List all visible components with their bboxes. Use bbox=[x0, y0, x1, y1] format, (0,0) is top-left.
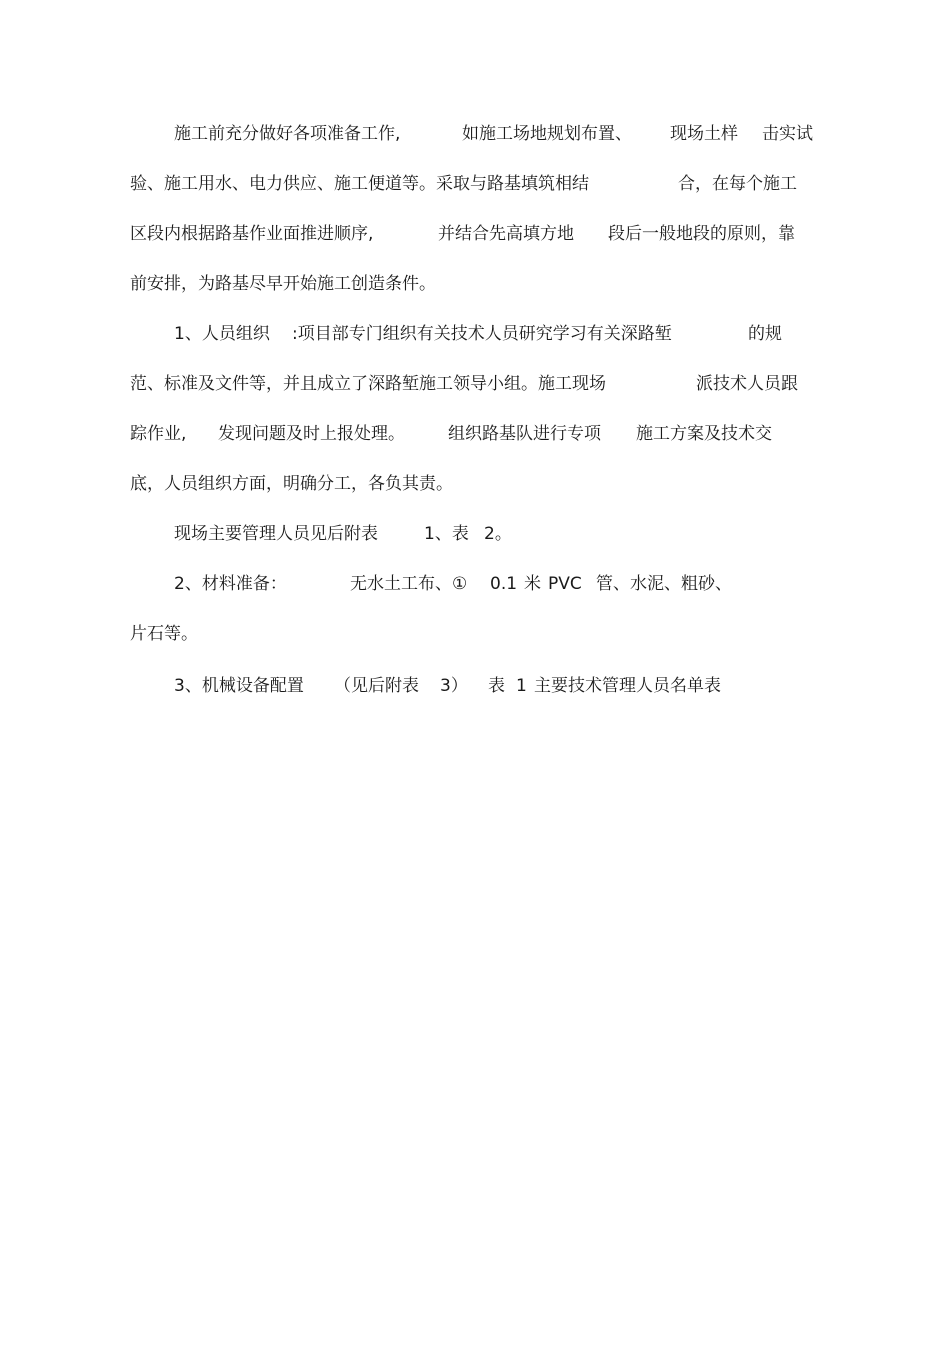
text-segment: 2、材料准备： bbox=[174, 574, 287, 594]
text-segment: 区段内根据路基作业面推进顺序, bbox=[130, 224, 374, 244]
text-segment: 段后一般地段的原则，靠 bbox=[608, 224, 795, 244]
text-segment: 验、施工用水、电力供应、施工便道等。采取与路基填筑相结 bbox=[130, 174, 589, 194]
text-segment: 踪作业, bbox=[130, 424, 187, 444]
text-segment: （见后附表 bbox=[334, 676, 419, 696]
text-segment: 发现问题及时上报处理。 bbox=[218, 424, 405, 444]
text-segment: 片石等。 bbox=[130, 624, 198, 644]
text-segment: 底，人员组织方面，明确分工，各负其责。 bbox=[130, 474, 453, 494]
text-segment: 前安排，为路基尽早开始施工创造条件。 bbox=[130, 274, 436, 294]
text-segment: 1 bbox=[516, 676, 527, 696]
text-segment: 现场主要管理人员见后附表 bbox=[174, 524, 378, 544]
text-segment: 主要技术管理人员名单表 bbox=[534, 676, 721, 696]
text-segment: 合，在每个施工 bbox=[678, 174, 797, 194]
text-segment: 现场土样 bbox=[670, 124, 738, 144]
text-segment: 范、标准及文件等，并且成立了深路堑施工领导小组。施工现场 bbox=[130, 374, 606, 394]
text-segment: 的规 bbox=[748, 324, 782, 344]
text-segment: 米 bbox=[524, 574, 541, 594]
text-segment: 无水土工布、① bbox=[350, 574, 468, 594]
text-segment: :项目部专门组织有关技术人员研究学习有关深路堑 bbox=[292, 324, 672, 344]
text-segment: 1、人员组织 bbox=[174, 324, 270, 344]
text-segment: 2。 bbox=[484, 524, 512, 544]
text-segment: 并结合先高填方地 bbox=[438, 224, 574, 244]
text-segment: 1、表 bbox=[424, 524, 469, 544]
text-segment: 施工前充分做好各项准备工作, bbox=[174, 124, 401, 144]
text-segment: 3、机械设备配置 bbox=[174, 676, 304, 696]
text-segment: 3） bbox=[440, 676, 468, 696]
text-segment: 如施工场地规划布置、 bbox=[462, 124, 632, 144]
text-segment: PVC bbox=[548, 574, 582, 594]
text-segment: 0.1 bbox=[490, 574, 518, 594]
text-segment: 施工方案及技术交 bbox=[636, 424, 772, 444]
text-segment: 击实试 bbox=[762, 124, 813, 144]
text-segment: 派技术人员跟 bbox=[696, 374, 798, 394]
text-segment: 表 bbox=[488, 676, 505, 696]
text-segment: 管、水泥、粗砂、 bbox=[596, 574, 732, 594]
text-segment: 组织路基队进行专项 bbox=[448, 424, 601, 444]
